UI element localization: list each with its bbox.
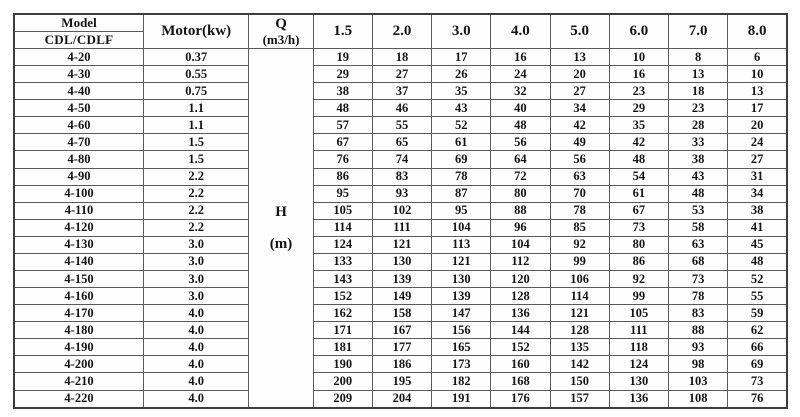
head-value-cell: 67	[313, 134, 372, 151]
head-value-cell: 86	[609, 253, 668, 270]
head-value-cell: 24	[728, 134, 787, 151]
head-value-cell: 33	[668, 134, 727, 151]
motor-power-cell: 1.5	[144, 134, 249, 151]
motor-power-cell: 4.0	[144, 390, 249, 408]
head-value-cell: 38	[313, 83, 372, 100]
head-value-cell: 96	[491, 219, 550, 236]
head-value-cell: 34	[550, 100, 609, 117]
head-value-cell: 23	[609, 83, 668, 100]
table-row	[14, 390, 787, 408]
head-value-cell: 160	[491, 356, 550, 373]
table-row	[14, 117, 787, 134]
head-symbol: H	[275, 203, 287, 220]
table-row	[14, 288, 787, 305]
model-cell: 4-190	[14, 339, 144, 356]
motor-power-cell: 2.2	[144, 185, 249, 202]
head-value-cell: 121	[550, 305, 609, 322]
head-value-cell: 92	[609, 271, 668, 288]
head-value-cell: 124	[313, 236, 372, 253]
model-series-header: CDL/CDLF	[14, 32, 144, 49]
head-value-cell: 52	[432, 117, 491, 134]
head-value-cell: 114	[313, 219, 372, 236]
head-value-cell: 53	[668, 202, 727, 219]
head-value-cell: 27	[372, 66, 431, 83]
head-value-cell: 58	[668, 219, 727, 236]
head-value-cell: 186	[372, 356, 431, 373]
head-value-cell: 200	[313, 373, 372, 390]
table-row	[14, 236, 787, 253]
head-value-cell: 70	[550, 185, 609, 202]
head-value-cell: 69	[432, 151, 491, 168]
head-value-cell: 43	[668, 168, 727, 185]
motor-power-cell: 4.0	[144, 339, 249, 356]
head-value-cell: 103	[668, 373, 727, 390]
head-value-cell: 130	[372, 253, 431, 270]
head-unit: (m)	[269, 235, 293, 252]
table-row	[14, 339, 787, 356]
head-value-cell: 112	[491, 253, 550, 270]
head-value-cell: 20	[550, 66, 609, 83]
flow-value-header: 5.0	[550, 14, 609, 49]
head-value-cell: 18	[668, 83, 727, 100]
head-value-cell: 68	[668, 253, 727, 270]
table-row	[14, 66, 787, 83]
head-value-cell: 99	[609, 288, 668, 305]
head-value-cell: 105	[609, 305, 668, 322]
head-value-cell: 121	[372, 236, 431, 253]
head-value-cell: 167	[372, 322, 431, 339]
head-value-cell: 74	[372, 151, 431, 168]
model-cell: 4-40	[14, 83, 144, 100]
flow-value-header: 4.0	[491, 14, 550, 49]
table-row	[14, 305, 787, 322]
head-value-cell: 83	[668, 305, 727, 322]
head-value-cell: 98	[668, 356, 727, 373]
head-value-cell: 111	[372, 219, 431, 236]
motor-power-cell: 3.0	[144, 253, 249, 270]
head-value-cell: 158	[372, 305, 431, 322]
head-value-cell: 62	[728, 322, 787, 339]
head-value-cell: 35	[609, 117, 668, 134]
head-value-cell: 29	[609, 100, 668, 117]
table-row	[14, 151, 787, 168]
motor-power-cell: 0.37	[144, 49, 249, 66]
head-value-cell: 27	[728, 151, 787, 168]
motor-power-cell: 1.1	[144, 100, 249, 117]
head-value-cell: 88	[491, 202, 550, 219]
head-value-cell: 83	[372, 168, 431, 185]
table-row	[14, 100, 787, 117]
head-value-cell: 32	[491, 83, 550, 100]
motor-power-cell: 1.1	[144, 117, 249, 134]
motor-power-cell: 4.0	[144, 322, 249, 339]
head-value-cell: 20	[728, 117, 787, 134]
head-value-cell: 19	[313, 49, 372, 66]
head-value-cell: 85	[550, 219, 609, 236]
flow-value-header: 3.0	[432, 14, 491, 49]
head-unit-cell	[249, 49, 313, 409]
head-value-cell: 41	[728, 219, 787, 236]
head-value-cell: 18	[372, 49, 431, 66]
model-cell: 4-50	[14, 100, 144, 117]
table-row	[14, 373, 787, 390]
head-value-cell: 93	[668, 339, 727, 356]
flow-value-header: 1.5	[313, 14, 372, 49]
head-value-cell: 139	[432, 288, 491, 305]
head-value-cell: 61	[609, 185, 668, 202]
motor-power-cell: 3.0	[144, 288, 249, 305]
head-value-cell: 46	[372, 100, 431, 117]
model-cell: 4-90	[14, 168, 144, 185]
head-value-cell: 108	[668, 390, 727, 408]
flow-value-header: 7.0	[668, 14, 727, 49]
model-cell: 4-140	[14, 253, 144, 270]
head-value-cell: 95	[432, 202, 491, 219]
head-value-cell: 139	[372, 271, 431, 288]
head-value-cell: 73	[668, 271, 727, 288]
head-value-cell: 152	[313, 288, 372, 305]
header-row	[14, 14, 787, 32]
head-value-cell: 128	[491, 288, 550, 305]
head-value-cell: 121	[432, 253, 491, 270]
table-row	[14, 356, 787, 373]
head-value-cell: 63	[550, 168, 609, 185]
head-value-cell: 87	[432, 185, 491, 202]
head-value-cell: 16	[609, 66, 668, 83]
head-value-cell: 55	[728, 288, 787, 305]
head-value-cell: 105	[313, 202, 372, 219]
model-cell: 4-80	[14, 151, 144, 168]
head-value-cell: 78	[550, 202, 609, 219]
head-value-cell: 10	[609, 49, 668, 66]
head-value-cell: 29	[313, 66, 372, 83]
head-value-cell: 48	[609, 151, 668, 168]
head-value-cell: 66	[728, 339, 787, 356]
head-value-cell: 204	[372, 390, 431, 408]
head-value-cell: 35	[432, 83, 491, 100]
model-cell: 4-150	[14, 271, 144, 288]
head-value-cell: 113	[432, 236, 491, 253]
head-value-cell: 48	[668, 185, 727, 202]
flow-value-header: 2.0	[372, 14, 431, 49]
head-value-cell: 73	[728, 373, 787, 390]
head-value-cell: 61	[432, 134, 491, 151]
model-cell: 4-130	[14, 236, 144, 253]
motor-power-cell: 0.55	[144, 66, 249, 83]
head-value-cell: 26	[432, 66, 491, 83]
head-value-cell: 128	[550, 322, 609, 339]
motor-power-cell: 4.0	[144, 356, 249, 373]
head-value-cell: 69	[728, 356, 787, 373]
flow-rate-header	[249, 14, 313, 49]
model-cell: 4-100	[14, 185, 144, 202]
head-value-cell: 10	[728, 66, 787, 83]
model-cell: 4-30	[14, 66, 144, 83]
head-value-cell: 38	[668, 151, 727, 168]
head-value-cell: 104	[432, 219, 491, 236]
head-value-cell: 13	[550, 49, 609, 66]
head-value-cell: 144	[491, 322, 550, 339]
head-value-cell: 40	[491, 100, 550, 117]
head-value-cell: 63	[668, 236, 727, 253]
head-value-cell: 73	[609, 219, 668, 236]
table-row	[14, 219, 787, 236]
table-row	[14, 168, 787, 185]
head-value-cell: 181	[313, 339, 372, 356]
pump-spec-table-container	[13, 13, 788, 409]
head-value-cell: 130	[609, 373, 668, 390]
head-value-cell: 37	[372, 83, 431, 100]
head-value-cell: 23	[668, 100, 727, 117]
head-value-cell: 143	[313, 271, 372, 288]
motor-power-cell: 3.0	[144, 236, 249, 253]
model-cell: 4-120	[14, 219, 144, 236]
motor-power-cell: 4.0	[144, 305, 249, 322]
model-cell: 4-160	[14, 288, 144, 305]
head-value-cell: 142	[550, 356, 609, 373]
motor-power-header: Motor(kw)	[144, 14, 249, 49]
head-value-cell: 171	[313, 322, 372, 339]
motor-power-cell: 2.2	[144, 202, 249, 219]
motor-power-cell: 2.2	[144, 168, 249, 185]
head-value-cell: 120	[491, 271, 550, 288]
head-value-cell: 28	[668, 117, 727, 134]
head-value-cell: 59	[728, 305, 787, 322]
head-value-cell: 42	[609, 134, 668, 151]
head-value-cell: 48	[728, 253, 787, 270]
head-value-cell: 86	[313, 168, 372, 185]
table-row	[14, 83, 787, 100]
head-value-cell: 165	[432, 339, 491, 356]
head-value-cell: 54	[609, 168, 668, 185]
head-value-cell: 55	[372, 117, 431, 134]
head-value-cell: 102	[372, 202, 431, 219]
head-value-cell: 124	[609, 356, 668, 373]
head-value-cell: 95	[313, 185, 372, 202]
model-cell: 4-20	[14, 49, 144, 66]
head-value-cell: 34	[728, 185, 787, 202]
head-value-cell: 27	[550, 83, 609, 100]
head-value-cell: 190	[313, 356, 372, 373]
head-value-cell: 93	[372, 185, 431, 202]
head-value-cell: 24	[491, 66, 550, 83]
head-value-cell: 104	[491, 236, 550, 253]
head-value-cell: 135	[550, 339, 609, 356]
table-row	[14, 49, 787, 66]
head-value-cell: 45	[728, 236, 787, 253]
head-value-cell: 78	[668, 288, 727, 305]
head-value-cell: 136	[609, 390, 668, 408]
table-row	[14, 271, 787, 288]
head-value-cell: 111	[609, 322, 668, 339]
table-row	[14, 322, 787, 339]
head-value-cell: 65	[372, 134, 431, 151]
head-value-cell: 133	[313, 253, 372, 270]
head-value-cell: 56	[550, 151, 609, 168]
table-row	[14, 134, 787, 151]
head-value-cell: 17	[728, 100, 787, 117]
head-value-cell: 88	[668, 322, 727, 339]
table-row	[14, 253, 787, 270]
head-value-cell: 173	[432, 356, 491, 373]
flow-value-header: 8.0	[728, 14, 787, 49]
head-value-cell: 76	[313, 151, 372, 168]
head-value-cell: 177	[372, 339, 431, 356]
head-value-cell: 49	[550, 134, 609, 151]
head-value-cell: 43	[432, 100, 491, 117]
head-value-cell: 48	[313, 100, 372, 117]
model-cell: 4-60	[14, 117, 144, 134]
model-cell: 4-200	[14, 356, 144, 373]
model-cell: 4-210	[14, 373, 144, 390]
head-value-cell: 76	[728, 390, 787, 408]
table-row	[14, 185, 787, 202]
model-header: Model	[14, 14, 144, 32]
head-value-cell: 152	[491, 339, 550, 356]
head-value-cell: 13	[728, 83, 787, 100]
head-value-cell: 48	[491, 117, 550, 134]
head-value-cell: 157	[550, 390, 609, 408]
head-value-cell: 31	[728, 168, 787, 185]
head-value-cell: 42	[550, 117, 609, 134]
head-value-cell: 52	[728, 271, 787, 288]
model-cell: 4-220	[14, 390, 144, 408]
head-value-cell: 99	[550, 253, 609, 270]
head-value-cell: 114	[550, 288, 609, 305]
head-value-cell: 8	[668, 49, 727, 66]
head-value-cell: 92	[550, 236, 609, 253]
flow-symbol: Q	[275, 15, 287, 32]
head-value-cell: 106	[550, 271, 609, 288]
head-value-cell: 150	[550, 373, 609, 390]
head-value-cell: 168	[491, 373, 550, 390]
head-value-cell: 17	[432, 49, 491, 66]
head-value-cell: 162	[313, 305, 372, 322]
motor-power-cell: 2.2	[144, 219, 249, 236]
head-value-cell: 13	[668, 66, 727, 83]
pump-head-table	[13, 13, 788, 409]
flow-value-header: 6.0	[609, 14, 668, 49]
head-value-cell: 136	[491, 305, 550, 322]
motor-power-cell: 1.5	[144, 151, 249, 168]
head-value-cell: 191	[432, 390, 491, 408]
head-value-cell: 78	[432, 168, 491, 185]
head-value-cell: 118	[609, 339, 668, 356]
head-value-cell: 149	[372, 288, 431, 305]
head-value-cell: 72	[491, 168, 550, 185]
head-value-cell: 130	[432, 271, 491, 288]
model-cell: 4-180	[14, 322, 144, 339]
head-value-cell: 6	[728, 49, 787, 66]
head-value-cell: 57	[313, 117, 372, 134]
head-value-cell: 176	[491, 390, 550, 408]
flow-unit: (m3/h)	[262, 31, 300, 47]
head-value-cell: 16	[491, 49, 550, 66]
head-value-cell: 182	[432, 373, 491, 390]
model-cell: 4-110	[14, 202, 144, 219]
head-value-cell: 147	[432, 305, 491, 322]
motor-power-cell: 4.0	[144, 373, 249, 390]
head-value-cell: 209	[313, 390, 372, 408]
head-value-cell: 67	[609, 202, 668, 219]
head-value-cell: 156	[432, 322, 491, 339]
head-value-cell: 38	[728, 202, 787, 219]
head-value-cell: 80	[609, 236, 668, 253]
motor-power-cell: 3.0	[144, 271, 249, 288]
motor-power-cell: 0.75	[144, 83, 249, 100]
table-row	[14, 202, 787, 219]
head-value-cell: 64	[491, 151, 550, 168]
head-value-cell: 195	[372, 373, 431, 390]
head-value-cell: 56	[491, 134, 550, 151]
table-body	[14, 49, 787, 409]
head-value-cell: 80	[491, 185, 550, 202]
model-cell: 4-170	[14, 305, 144, 322]
model-cell: 4-70	[14, 134, 144, 151]
